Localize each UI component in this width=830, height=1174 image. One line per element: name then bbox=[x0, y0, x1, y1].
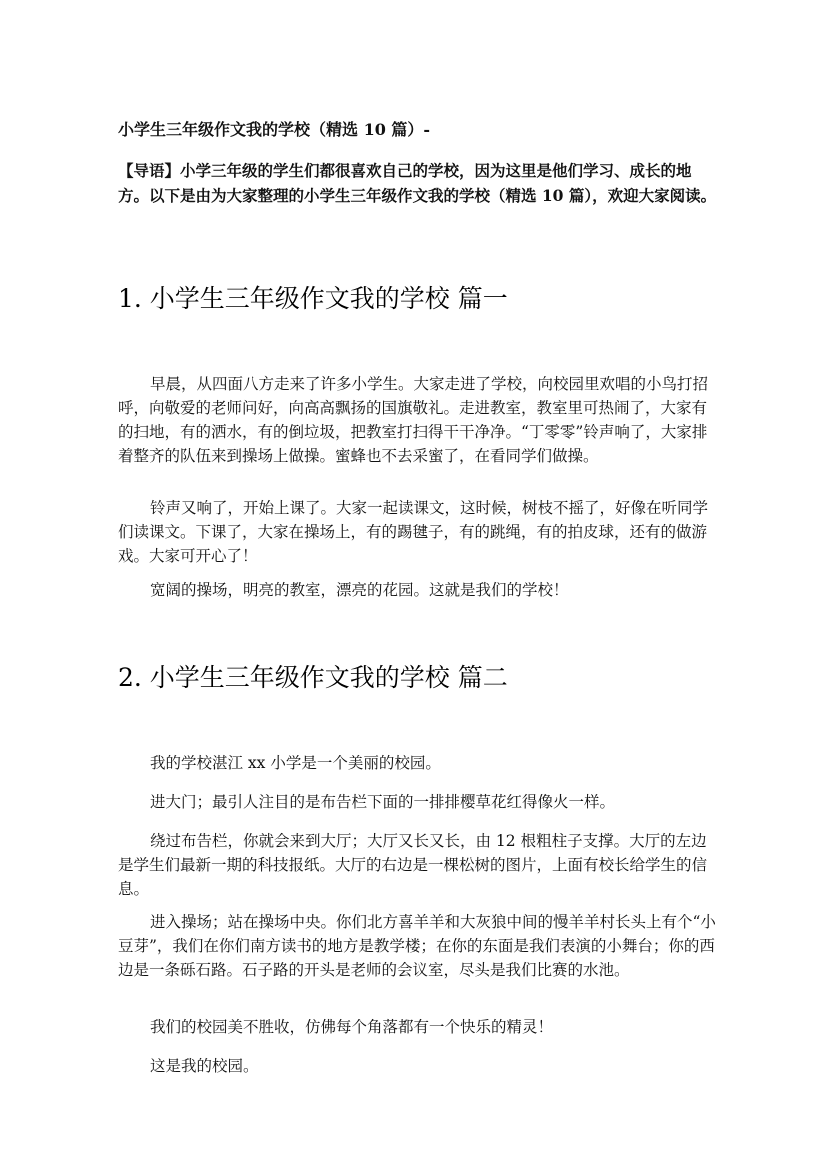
intro-paragraph: 【导语】小学三年级的学生们都很喜欢自己的学校，因为这里是他们学习、成长的地方。以下是由为大家整理的小学生三年级作文我的学校（精选 10 篇），欢迎大家阅读。 bbox=[118, 161, 717, 205]
section-heading: 1. 小学生三年级作文我的学校 篇一 bbox=[118, 284, 508, 313]
paragraph: 我们的校园美不胜收，仿佛每个角落都有一个快乐的精灵！ bbox=[150, 1018, 554, 1036]
paragraph: 我的学校湛江 xx 小学是一个美丽的校园。 bbox=[150, 754, 441, 772]
paragraph: 铃声又响了，开始上课了。大家一起读课文，这时候，树枝不摇了，好像在听同学们读课文。下课了，大家在操场上，有的踢毽子，有的跳绳，有的拍皮球，还有的做游戏。大家可开心了！ bbox=[118, 499, 709, 565]
paragraph: 进入操场；站在操场中央。你们北方喜羊羊和大灰狼中间的慢羊羊村长头上有个“小豆芽”，我们在你们南方读书的地方是教学楼；在你的东面是我们表演的小舞台；你的西边是一条砾石路。石子路的开头是老师的会议室，尽头是我们比赛的水池。 bbox=[118, 913, 716, 979]
paragraph: 早晨，从四面八方走来了许多小学生。大家走进了学校，向校园里欢唱的小鸟打招呼，向敬爱的老师问好，向高高飘扬的国旗敬礼。走进教室，教室里可热闹了，大家有的扫地，有的洒水，有的倒垃圾，把教室打扫得干干净净。“丁零零”铃声响了，大家排着整齐的队伍来到操场上做操。蜜蜂也不去采蜜了，在看同学们做操。 bbox=[118, 375, 709, 465]
paragraph: 宽阔的操场，明亮的教室，漂亮的花园。这就是我们的学校！ bbox=[150, 581, 569, 599]
document-title: 小学生三年级作文我的学校（精选 10 篇）- bbox=[118, 120, 431, 139]
paragraph: 进大门；最引人注目的是布告栏下面的一排排樱草花红得像火一样。 bbox=[150, 793, 616, 811]
paragraph: 绕过布告栏，你就会来到大厅；大厅又长又长，由 12 根粗柱子支撑。大厅的左边是学生们最新一期的科技报纸。大厅的右边是一棵松树的图片，上面有校长给学生的信息。 bbox=[118, 832, 708, 898]
paragraph: 这是我的校园。 bbox=[150, 1057, 259, 1075]
section-heading: 2. 小学生三年级作文我的学校 篇二 bbox=[118, 663, 508, 692]
